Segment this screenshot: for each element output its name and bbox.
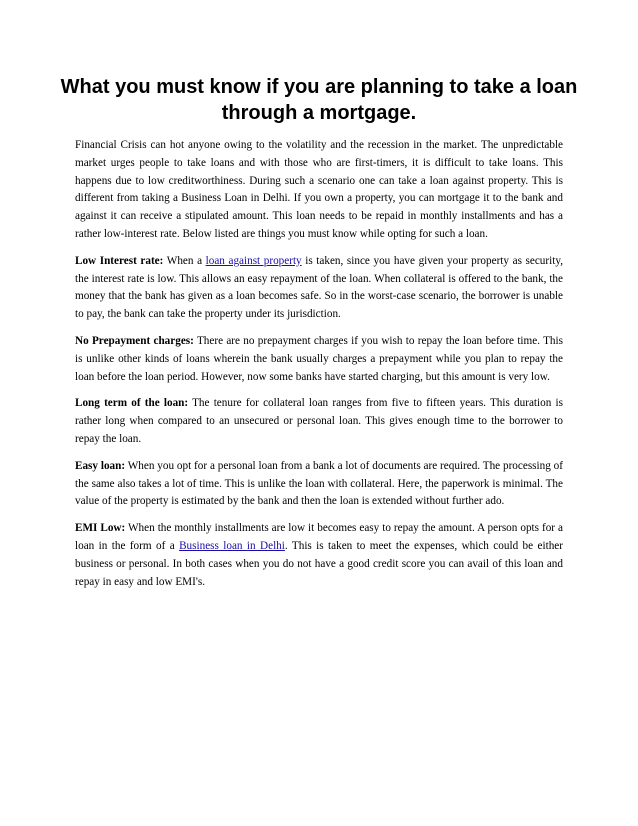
- section-text: is taken, since you have given your property as security, the interest rate is low. This allows an easy repayment of the loan. When collateral is offered to the bank, the money that the bank has given as a loan becomes safe. So in the worst-case scenario, the borrower is unable to pay, the bank can take the property under its jurisdiction.: [75, 254, 563, 321]
- section-easy-loan: [75, 458, 563, 511]
- section-heading: No Prepayment charges:: [75, 334, 194, 347]
- document-title: What you must know if you are planning to take a loan through a mortgage.: [60, 76, 578, 124]
- section-heading: Low Interest rate:: [75, 254, 164, 267]
- section-text: When the monthly installments are low it becomes easy to repay the amount. A person opts for a loan in the form of a: [75, 522, 563, 552]
- section-text: When you opt for a personal loan from a bank a lot of documents are required. The processing of the same also takes a lot of time. This is unlike the loan with collateral. Here, the paperwork is minimal. The value of the property is estimated by the bank and then the loan is extended without further ado.: [75, 459, 563, 508]
- section-emi-low: [75, 520, 563, 591]
- section-heading: Long term of the loan:: [75, 397, 189, 410]
- section-text: The tenure for collateral loan ranges from five to fifteen years. This duration is rather long when compared to an unsecured or personal loan. This gives enough time to the borrower to repay the loan.: [75, 397, 563, 445]
- section-heading: EMI Low:: [75, 522, 126, 535]
- section-text: When a: [163, 254, 206, 267]
- document-body: [75, 137, 563, 600]
- business-loan-in-delhi-link[interactable]: Business loan in Delhi: [179, 539, 285, 552]
- section-text: There are no prepayment charges if you wish to repay the loan before time. This is unlike other kinds of loans wherein the bank usually charges a prepayment while you plan to repay the loan before the loan period. However, now some banks have started charging, but this amount is very low.: [75, 334, 563, 383]
- section-long-term: [75, 395, 563, 448]
- loan-against-property-link[interactable]: loan against property: [205, 254, 302, 267]
- intro-paragraph: Financial Crisis can hot anyone owing to the volatility and the recession in the market. The unpredictable market urges people to take loans and with those who are first-timers, it is difficult to take loans. This happens due to low creditworthiness. During such a scenario one can take a loan against property. This is different from taking a Business Loan in Delhi. If you own a property, you can mortgage it to the bank and against it can receive a stipulated amount. This loan needs to be repaid in monthly installments and has a rather low-interest rate. Below listed are things you must know while opting for such a loan.: [75, 139, 563, 240]
- section-low-interest-rate: [75, 253, 563, 324]
- section-no-prepayment-charges: [75, 333, 563, 386]
- section-text: . This is taken to meet the expenses, which could be either business or personal. In both cases when you do not have a good credit score you can avail of this loan and repay in easy and low EMI's.: [75, 539, 563, 588]
- section-heading: Easy loan:: [75, 459, 126, 472]
